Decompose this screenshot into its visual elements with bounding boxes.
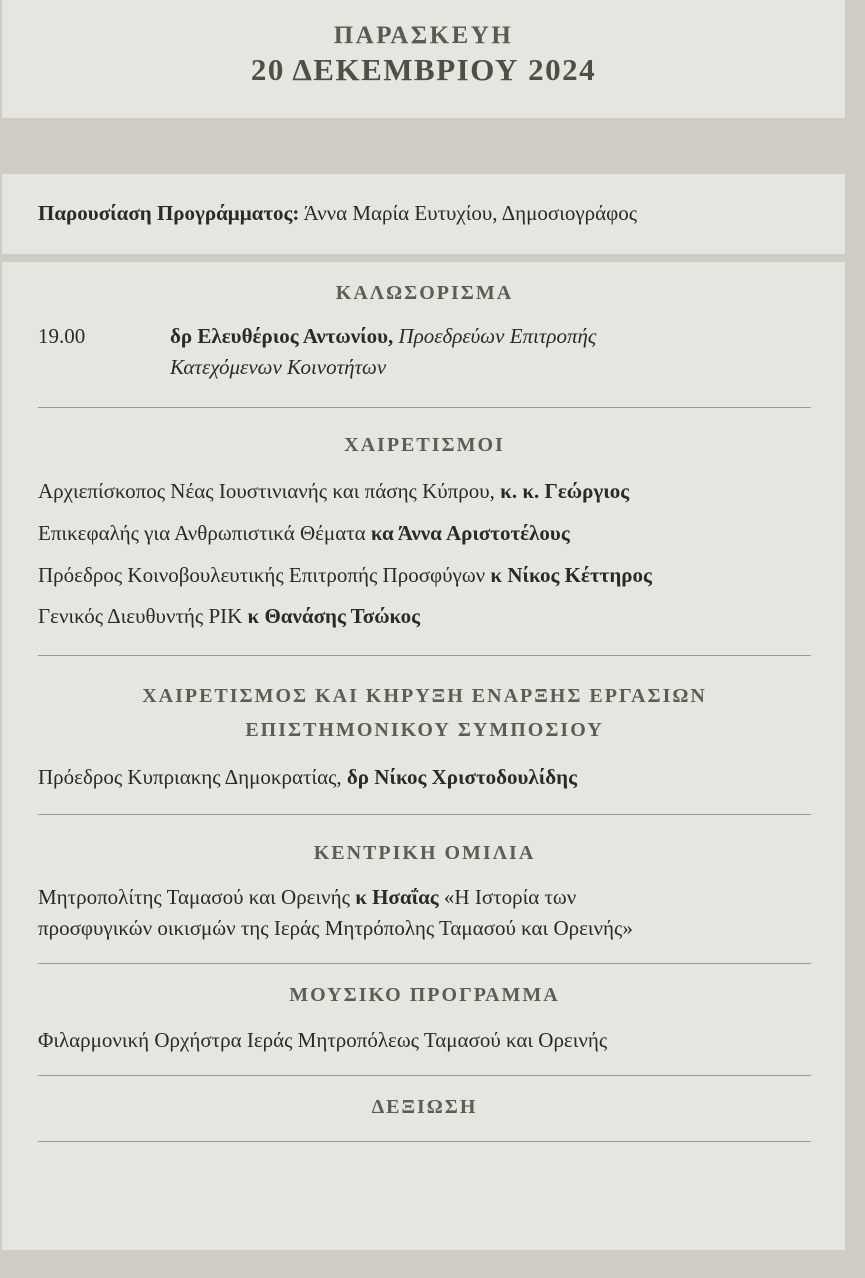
greeting-item — [38, 476, 629, 506]
divider — [38, 407, 811, 408]
greeting-name: κα Άννα Αριστοτέλους — [370, 521, 570, 545]
welcome-role-line1: Προεδρεύων Επιτροπής — [398, 324, 597, 348]
section-title-welcome: ΚΑΛΩΣΟΡΙΣΜΑ — [335, 282, 514, 304]
day-heading: ΠΑΡΑΣΚΕΥΗ — [333, 22, 514, 49]
welcome-time: 19.00 — [38, 324, 86, 348]
welcome-role-line2: Κατεχόμενων Κοινοτήτων — [170, 355, 387, 379]
presenter-label: Παρουσίαση Προγράμματος: — [38, 201, 300, 225]
keynote-name: κ Ησαΐας — [355, 885, 439, 909]
greeting-text: Γενικός Διευθυντής ΡΙΚ — [38, 604, 243, 628]
greeting-name: κ Θανάσης Τσώκος — [247, 604, 420, 628]
opening-text: Πρόεδρος Κυπριακης Δημοκρατίας, — [38, 765, 342, 789]
keynote-topic-line2: προσφυγικών οικισμών της Ιεράς Μητρόπολης Ταμασού και Ορεινής» — [38, 916, 633, 940]
section-title-greetings: ΧΑΙΡΕΤΙΣΜΟΙ — [344, 434, 505, 456]
keynote-line1 — [38, 882, 576, 912]
opening-item — [38, 762, 577, 792]
section-title-reception: ΔΕΞΙΩΣΗ — [371, 1096, 478, 1118]
music-text: Φιλαρμονική Ορχήστρα Ιεράς Μητροπόλεως Ταμασού και Ορεινής — [38, 1028, 608, 1052]
presenter-line — [38, 201, 637, 226]
date-heading: 20 ΔΕΚΕΜΒΡΙΟΥ 2024 — [250, 52, 597, 87]
divider — [38, 1141, 811, 1142]
section-title-opening-line1: ΧΑΙΡΕΤΙΣΜΟΣ ΚΑΙ ΚΗΡΥΞΗ ΕΝΑΡΞΗΣ ΕΡΓΑΣΙΩΝ — [142, 685, 707, 707]
header-panel — [2, 0, 845, 118]
divider — [38, 814, 811, 815]
greeting-text: Επικεφαλής για Ανθρωπιστικά Θέματα — [38, 521, 366, 545]
presenter-panel — [2, 174, 845, 254]
welcome-speaker: δρ Ελευθέριος Αντωνίου, — [170, 324, 394, 348]
greeting-name: κ. κ. Γεώργιος — [500, 479, 630, 503]
greeting-text: Αρχιεπίσκοπος Νέας Ιουστινιανής και πάσης Κύπρου, — [38, 479, 495, 503]
greeting-name: κ Νίκος Κέττηρος — [490, 563, 652, 587]
divider — [38, 963, 811, 964]
greeting-item — [38, 560, 652, 590]
opening-name: δρ Νίκος Χριστοδουλίδης — [346, 765, 577, 789]
keynote-text: Μητροπολίτης Ταμασού και Ορεινής — [38, 885, 350, 909]
greeting-item — [38, 518, 570, 548]
greeting-text: Πρόεδρος Κοινοβουλευτικής Επιτροπής Προσφύγων — [38, 563, 486, 587]
section-title-opening-line2: ΕΠΙΣΤΗΜΟΝΙΚΟΥ ΣΥΜΠΟΣΙΟΥ — [245, 719, 604, 741]
divider — [38, 655, 811, 656]
greeting-item — [38, 601, 420, 631]
section-title-music: ΜΟΥΣΙΚΟ ΠΡΟΓΡΑΜΜΑ — [289, 984, 560, 1006]
section-title-keynote: ΚΕΝΤΡΙΚΗ ΟΜΙΛΙΑ — [313, 842, 536, 864]
keynote-topic-line1: «Η Ιστορία των — [443, 885, 577, 909]
welcome-speaker-line — [170, 321, 596, 351]
program-panel — [2, 262, 845, 1250]
divider — [38, 1075, 811, 1076]
presenter-value: Άννα Μαρία Ευτυχίου, Δημοσιογράφος — [303, 201, 638, 225]
